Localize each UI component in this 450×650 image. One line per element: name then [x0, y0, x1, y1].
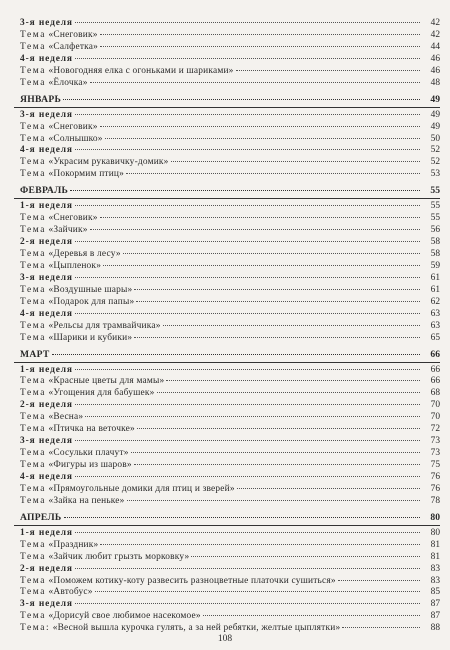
toc-topic-entry	[14, 412, 440, 424]
topic-label: Тема	[20, 483, 46, 494]
toc-page-number: 46	[430, 53, 440, 64]
toc-entry-title: 3-я неделя	[20, 272, 73, 283]
toc-page-number: 42	[430, 18, 440, 28]
dot-leader	[166, 380, 420, 381]
toc-entry-title	[14, 448, 129, 460]
toc-page-number: 81	[430, 551, 440, 562]
toc-entry-title	[14, 412, 83, 424]
topic-label: Тема	[20, 495, 46, 506]
toc-topic-entry	[14, 297, 440, 309]
dot-leader	[100, 34, 420, 35]
topic-label: Тема	[20, 424, 46, 435]
toc-entry-title	[14, 424, 135, 436]
toc-entry-title	[14, 297, 134, 309]
toc-entry-title: 4-я неделя	[20, 471, 73, 482]
toc-topic-entry	[14, 611, 440, 623]
toc-week-heading	[14, 309, 440, 321]
toc-topic-entry	[14, 285, 440, 297]
toc-entry-title	[14, 587, 93, 599]
topic-title: «Покормим птиц»	[48, 169, 125, 180]
dot-leader	[136, 301, 420, 302]
toc-page-number: 58	[430, 249, 440, 259]
topic-label: Тема	[20, 157, 46, 168]
dot-leader	[70, 190, 420, 191]
toc-page-number: 72	[430, 424, 440, 435]
topic-label: Тема	[20, 575, 46, 586]
dot-leader	[100, 126, 420, 127]
topic-title: «Дорисуй свое любимое насекомое»	[48, 611, 201, 622]
toc-week-heading	[14, 400, 440, 412]
dot-leader	[127, 500, 420, 501]
toc-topic-entry	[14, 213, 440, 225]
dot-leader	[342, 627, 420, 628]
toc-page-number: 56	[430, 225, 440, 236]
toc-page-number: 59	[430, 260, 440, 271]
topic-title: «Снеговик»	[48, 213, 98, 224]
toc-page-number: 58	[430, 237, 440, 248]
toc-entry-title	[14, 169, 124, 181]
toc-page-number: 52	[430, 145, 440, 156]
dot-leader	[75, 532, 420, 533]
toc-entry-title: 1-я неделя	[20, 364, 73, 375]
dot-leader	[75, 205, 420, 206]
topic-label: Тема	[20, 65, 46, 76]
dot-leader	[52, 354, 420, 355]
dot-leader	[131, 452, 420, 453]
toc-page-number: 76	[430, 471, 440, 482]
toc-page-number: 70	[430, 400, 440, 411]
toc-topic-entry	[14, 576, 440, 588]
topic-title: «Деревья в лесу»	[48, 249, 121, 259]
topic-label: Тема	[20, 41, 46, 52]
dot-leader	[236, 70, 420, 71]
topic-label: Тема	[20, 121, 46, 132]
toc-entry-title: ФЕВРАЛЬ	[20, 185, 69, 197]
toc-page-number: 78	[430, 495, 440, 506]
toc-topic-entry	[14, 460, 440, 472]
toc-page-number: 62	[430, 296, 440, 307]
toc-entry-title	[14, 576, 336, 588]
toc-topic-entry	[14, 42, 440, 54]
topic-label: Тема	[20, 77, 46, 88]
dot-leader	[75, 114, 420, 115]
toc-entry-title: 2-я неделя	[20, 563, 73, 574]
toc-entry-title: МАРТ	[20, 348, 50, 360]
toc-page-number: 61	[430, 284, 440, 295]
topic-title: «Снеговик»	[48, 121, 98, 132]
toc-entry-title	[14, 134, 103, 146]
toc-entry-title: АПРЕЛЬ	[20, 511, 62, 523]
dot-leader	[134, 337, 420, 338]
toc-topic-entry	[14, 540, 440, 552]
toc-page-number: 75	[430, 460, 440, 470]
toc-page-number: 55	[430, 213, 440, 224]
toc-entry-title	[14, 611, 201, 623]
toc-page-number: 81	[430, 539, 440, 550]
toc-page-number: 70	[430, 412, 440, 423]
topic-label: Тема	[20, 213, 46, 224]
dot-leader	[75, 58, 420, 59]
topic-title: «Поможем котику-коту развесить разноцветные платочки сушиться»	[48, 575, 336, 586]
dot-leader	[75, 313, 420, 314]
toc-entry-title	[14, 496, 125, 508]
toc-entry-title: 3-я неделя	[20, 109, 73, 120]
toc-entry-title: 1-я неделя	[20, 527, 73, 538]
toc-page-number: 49	[430, 109, 440, 120]
dot-leader	[191, 556, 420, 557]
topic-title: «Украсим рукавичку-домик»	[48, 157, 169, 168]
toc-page-number: 73	[430, 448, 440, 459]
toc-topic-entry	[14, 424, 440, 436]
toc-week-heading	[14, 201, 440, 213]
topic-title: «Автобус»	[48, 587, 93, 598]
dot-leader	[75, 440, 420, 441]
dot-leader	[134, 289, 420, 290]
dot-leader	[123, 253, 420, 254]
toc-page-number: 46	[430, 65, 440, 76]
dot-leader	[75, 22, 420, 23]
dot-leader	[157, 392, 420, 393]
topic-title: «Сосульки плачут»	[48, 448, 129, 459]
toc-entry-title	[14, 122, 98, 134]
toc-week-heading	[14, 436, 440, 448]
toc-entry-title	[14, 388, 155, 400]
toc-page-number: 83	[430, 575, 440, 586]
toc-page-number: 63	[430, 308, 440, 319]
toc-week-heading	[14, 564, 440, 576]
dot-leader	[137, 428, 420, 429]
topic-title: «Красные цветы для мамы»	[48, 376, 165, 387]
toc-topic-entry	[14, 225, 440, 237]
toc-entry-title	[14, 42, 98, 54]
toc-entry-title: 3-я неделя	[20, 599, 73, 610]
dot-leader	[75, 241, 420, 242]
topic-title: «Снеговик»	[48, 29, 98, 40]
toc-topic-entry	[14, 448, 440, 460]
dot-leader	[63, 99, 420, 100]
dot-leader	[75, 149, 420, 150]
toc-entry-title	[14, 249, 121, 261]
toc-page-number: 80	[430, 527, 440, 538]
toc-topic-entry	[14, 552, 440, 564]
toc-entry-title	[14, 321, 161, 333]
toc-entry-title	[14, 376, 164, 388]
topic-label: Тема	[20, 376, 46, 387]
toc-topic-entry	[14, 157, 440, 169]
toc-topic-entry	[14, 30, 440, 42]
topic-title: «Цыпленок»	[48, 260, 102, 271]
toc-topic-entry	[14, 587, 440, 599]
topic-label: Тема	[20, 260, 46, 271]
toc-page-number: 88	[430, 623, 440, 634]
toc-month-heading	[14, 93, 440, 108]
toc-entry-title: 4-я неделя	[20, 145, 73, 156]
toc-entry-title	[14, 333, 132, 345]
toc-week-heading	[14, 54, 440, 66]
topic-label: Тема	[20, 169, 46, 180]
toc-entry-title	[14, 261, 101, 273]
toc-page-number: 66	[430, 376, 440, 387]
toc-week-heading	[14, 237, 440, 249]
dot-leader	[338, 580, 420, 581]
toc-entry-title	[14, 484, 235, 496]
topic-title: «Зайчик любит грызть морковку»	[48, 551, 190, 562]
toc-topic-entry	[14, 122, 440, 134]
toc-topic-entry	[14, 78, 440, 90]
toc-page-number: 61	[430, 272, 440, 283]
topic-label: Тема	[20, 388, 46, 399]
dot-leader	[75, 568, 420, 569]
topic-label: Тема	[20, 320, 46, 331]
topic-title: «Рельсы для трамвайчика»	[48, 320, 161, 331]
toc-month-heading	[14, 184, 440, 199]
toc-entry-title	[14, 66, 234, 78]
toc-topic-entry	[14, 261, 440, 273]
topic-label: Тема	[20, 587, 46, 598]
toc-week-heading	[14, 110, 440, 122]
dot-leader	[103, 265, 420, 266]
toc-topic-entry	[14, 484, 440, 496]
toc-entry-title	[14, 285, 132, 297]
toc-page-number: 83	[430, 563, 440, 574]
toc-page-number: 49	[430, 121, 440, 132]
topic-label: Тема	[20, 611, 46, 622]
topic-label: Тема	[20, 551, 46, 562]
dot-leader	[203, 615, 420, 616]
topic-label: Тема	[20, 448, 46, 459]
dot-leader	[100, 544, 420, 545]
toc-page-number: 66	[430, 364, 440, 375]
toc-topic-entry	[14, 249, 440, 261]
dot-leader	[75, 369, 420, 370]
dot-leader	[90, 229, 420, 230]
toc-entry-title: 2-я неделя	[20, 237, 73, 248]
toc-topic-entry	[14, 169, 440, 181]
toc-page-number: 53	[430, 169, 440, 180]
topic-label: Тема:	[20, 623, 51, 634]
dot-leader	[95, 591, 420, 592]
toc-page-number: 55	[430, 201, 440, 212]
dot-leader	[171, 161, 420, 162]
topic-label: Тема	[20, 133, 46, 144]
topic-title: «Весной вышла курочка гулять, а за ней ребятки, желтые цыплятки»	[52, 623, 341, 634]
toc-page-number: 73	[430, 436, 440, 447]
toc-week-heading	[14, 528, 440, 540]
topic-label: Тема	[20, 249, 46, 259]
dot-leader	[100, 217, 420, 218]
toc-page-number: 42	[430, 29, 440, 40]
toc-page-number: 66	[430, 348, 440, 360]
toc-page-number: 63	[430, 320, 440, 331]
dot-leader	[126, 173, 420, 174]
toc-entry-title	[14, 157, 169, 169]
toc-month-heading	[14, 348, 440, 363]
topic-title: «Зайка на пеньке»	[48, 495, 125, 506]
toc-entry-title	[14, 213, 98, 225]
topic-title: «Фигуры из шаров»	[48, 460, 132, 470]
topic-label: Тема	[20, 284, 46, 295]
page-number: 108	[217, 634, 233, 644]
toc-page-number: 48	[430, 77, 440, 88]
toc-page-number: 76	[430, 483, 440, 494]
topic-title: «Праздник»	[48, 539, 99, 550]
toc-page-number: 55	[430, 185, 440, 197]
toc-entry-title: 1-я неделя	[20, 201, 73, 212]
topic-title: «Зайчик»	[48, 225, 88, 236]
toc-month-heading	[14, 511, 440, 526]
toc-page-number: 87	[430, 599, 440, 610]
topic-label: Тема	[20, 460, 46, 470]
topic-label: Тема	[20, 296, 46, 307]
dot-leader	[75, 404, 420, 405]
topic-label: Тема	[20, 225, 46, 236]
topic-title: «Угощения для бабушек»	[48, 388, 155, 399]
topic-label: Тема	[20, 29, 46, 40]
toc-page-number: 65	[430, 332, 440, 343]
toc-topic-entry	[14, 66, 440, 78]
topic-title: «Подарок для папы»	[48, 296, 135, 307]
dot-leader	[64, 517, 420, 518]
toc-entry-title	[14, 460, 132, 472]
toc-topic-entry	[14, 376, 440, 388]
dot-leader	[85, 416, 420, 417]
toc-page-number: 85	[430, 587, 440, 598]
toc-page-number: 68	[430, 388, 440, 399]
toc-entry-title: 3-я неделя	[20, 18, 73, 28]
toc-entry-title	[14, 540, 98, 552]
toc-topic-entry	[14, 333, 440, 345]
topic-title: «Солнышко»	[48, 133, 103, 144]
toc-topic-entry	[14, 321, 440, 333]
toc-topic-entry	[14, 388, 440, 400]
toc-entry-title: 4-я неделя	[20, 53, 73, 64]
dot-leader	[105, 138, 420, 139]
topic-title: «Ёлочка»	[48, 77, 88, 88]
topic-label: Тема	[20, 539, 46, 550]
topic-title: «Новогодняя елка с огоньками и шариками»	[48, 65, 234, 76]
table-of-contents	[14, 18, 440, 635]
toc-page-number: 52	[430, 157, 440, 168]
toc-entry-title	[14, 78, 88, 90]
toc-page-number: 87	[430, 611, 440, 622]
topic-label: Тема	[20, 332, 46, 343]
toc-entry-title: 2-я неделя	[20, 400, 73, 411]
toc-entry-title	[14, 225, 88, 237]
toc-week-heading	[14, 145, 440, 157]
toc-week-heading	[14, 273, 440, 285]
toc-topic-entry	[14, 496, 440, 508]
toc-entry-title: 4-я неделя	[20, 308, 73, 319]
topic-title: «Весна»	[48, 412, 84, 423]
dot-leader	[100, 46, 420, 47]
dot-leader	[134, 464, 420, 465]
toc-page-number: 50	[430, 133, 440, 144]
topic-title: «Воздушные шары»	[48, 284, 133, 295]
dot-leader	[163, 325, 420, 326]
topic-label: Тема	[20, 412, 46, 423]
toc-week-heading	[14, 365, 440, 377]
toc-page-number: 44	[430, 41, 440, 52]
topic-title: «Шарики и кубики»	[48, 332, 133, 343]
toc-entry-title	[14, 552, 189, 564]
dot-leader	[90, 82, 420, 83]
dot-leader	[237, 488, 420, 489]
toc-week-heading	[14, 599, 440, 611]
toc-week-heading	[14, 472, 440, 484]
toc-week-heading	[14, 18, 440, 30]
dot-leader	[75, 476, 420, 477]
toc-page-number: 80	[430, 511, 440, 523]
dot-leader	[75, 277, 420, 278]
toc-entry-title	[14, 30, 98, 42]
toc-page-number: 49	[430, 93, 440, 105]
toc-entry-title: 3-я неделя	[20, 436, 73, 447]
topic-title: «Прямоугольные домики для птиц и зверей»	[48, 483, 235, 494]
dot-leader	[75, 603, 420, 604]
topic-title: «Салфетка»	[48, 41, 98, 52]
toc-entry-title: ЯНВАРЬ	[20, 93, 62, 105]
topic-title: «Птичка на веточке»	[48, 424, 135, 435]
toc-topic-entry	[14, 134, 440, 146]
